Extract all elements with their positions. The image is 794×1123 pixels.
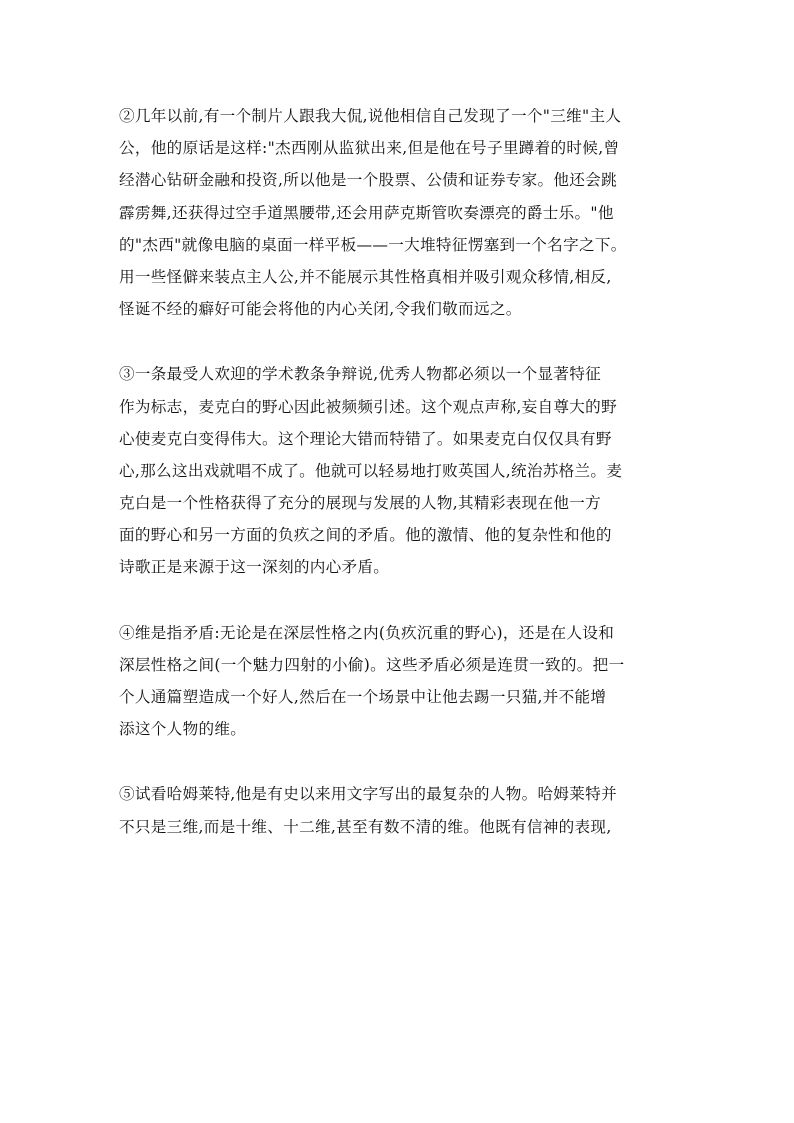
text-line: 心,那么这出戏就唱不成了。他就可以轻易地打败英国人,统治苏格兰。麦 bbox=[119, 461, 623, 480]
text-line: ⑤试看哈姆莱特,他是有史以来用文字写出的最复杂的人物。哈姆莱特并 bbox=[119, 785, 617, 804]
article-body bbox=[119, 100, 679, 843]
text-line: 怪诞不经的癖好可能会将他的内心关闭,令我们敬而远之。 bbox=[119, 300, 522, 319]
text-line: ②几年以前,有一个制片人跟我大侃,说他相信自己发现了一个"三维"主人 bbox=[119, 107, 622, 125]
paragraph-spacer bbox=[119, 325, 679, 358]
paragraph-5 bbox=[119, 778, 679, 842]
text-line: 添这个人物的维。 bbox=[119, 720, 247, 739]
paragraph-spacer bbox=[119, 745, 679, 778]
text-line: 诗歌正是来源于这一深刻的内心矛盾。 bbox=[119, 558, 390, 577]
text-line: ③一条最受人欢迎的学术教条争辩说,优秀人物都必须以一个显著特征 bbox=[119, 365, 602, 384]
text-line: 面的野心和另一方面的负疚之间的矛盾。他的激情、他的复杂性和他的 bbox=[119, 526, 612, 545]
paragraph-4 bbox=[119, 617, 679, 746]
text-line: 经潜心钻研金融和投资,所以他是一个股票、公债和证券专家。他还会跳 bbox=[119, 171, 617, 190]
text-line: 霹雳舞,还获得过空手道黑腰带,还会用萨克斯管吹奏漂亮的爵士乐。"他 bbox=[119, 203, 614, 222]
text-line: 克白是一个性格获得了充分的展现与发展的人物,其精彩表现在他一方 bbox=[119, 494, 602, 513]
paragraph-3 bbox=[119, 358, 679, 583]
text-line: 作为标志，麦克白的野心因此被频频引述。这个观点声称,妄自尊大的野 bbox=[119, 397, 617, 416]
text-line: 用一些怪僻来装点主人公,并不能展示其性格真相并吸引观众移情,相反, bbox=[119, 267, 612, 286]
text-line: 公，他的原话是这样:"杰西刚从监狱出来,但是他在号子里蹲着的时候,曾 bbox=[119, 139, 620, 158]
text-line: 个人通篇塑造成一个好人,然后在一个场景中让他去踢一只猫,并不能增 bbox=[119, 688, 607, 706]
text-line: ④维是指矛盾:无论是在深层性格之内(负疚沉重的野心)，还是在人设和 bbox=[119, 623, 615, 642]
text-line: 深层性格之间(一个魅力四射的小偷)。这些矛盾必须是连贯一致的。把一 bbox=[119, 655, 625, 674]
paragraph-spacer bbox=[119, 584, 679, 617]
text-line: 不只是三维,而是十维、十二维,甚至有数不清的维。他既有信神的表现, bbox=[119, 817, 612, 836]
paragraph-2 bbox=[119, 100, 679, 325]
text-line: 的"杰西"就像电脑的桌面一样平板——一大堆特征愣塞到一个名字之下。 bbox=[119, 235, 627, 254]
text-line: 心使麦克白变得伟大。这个理论大错而特错了。如果麦克白仅仅具有野 bbox=[119, 429, 612, 448]
